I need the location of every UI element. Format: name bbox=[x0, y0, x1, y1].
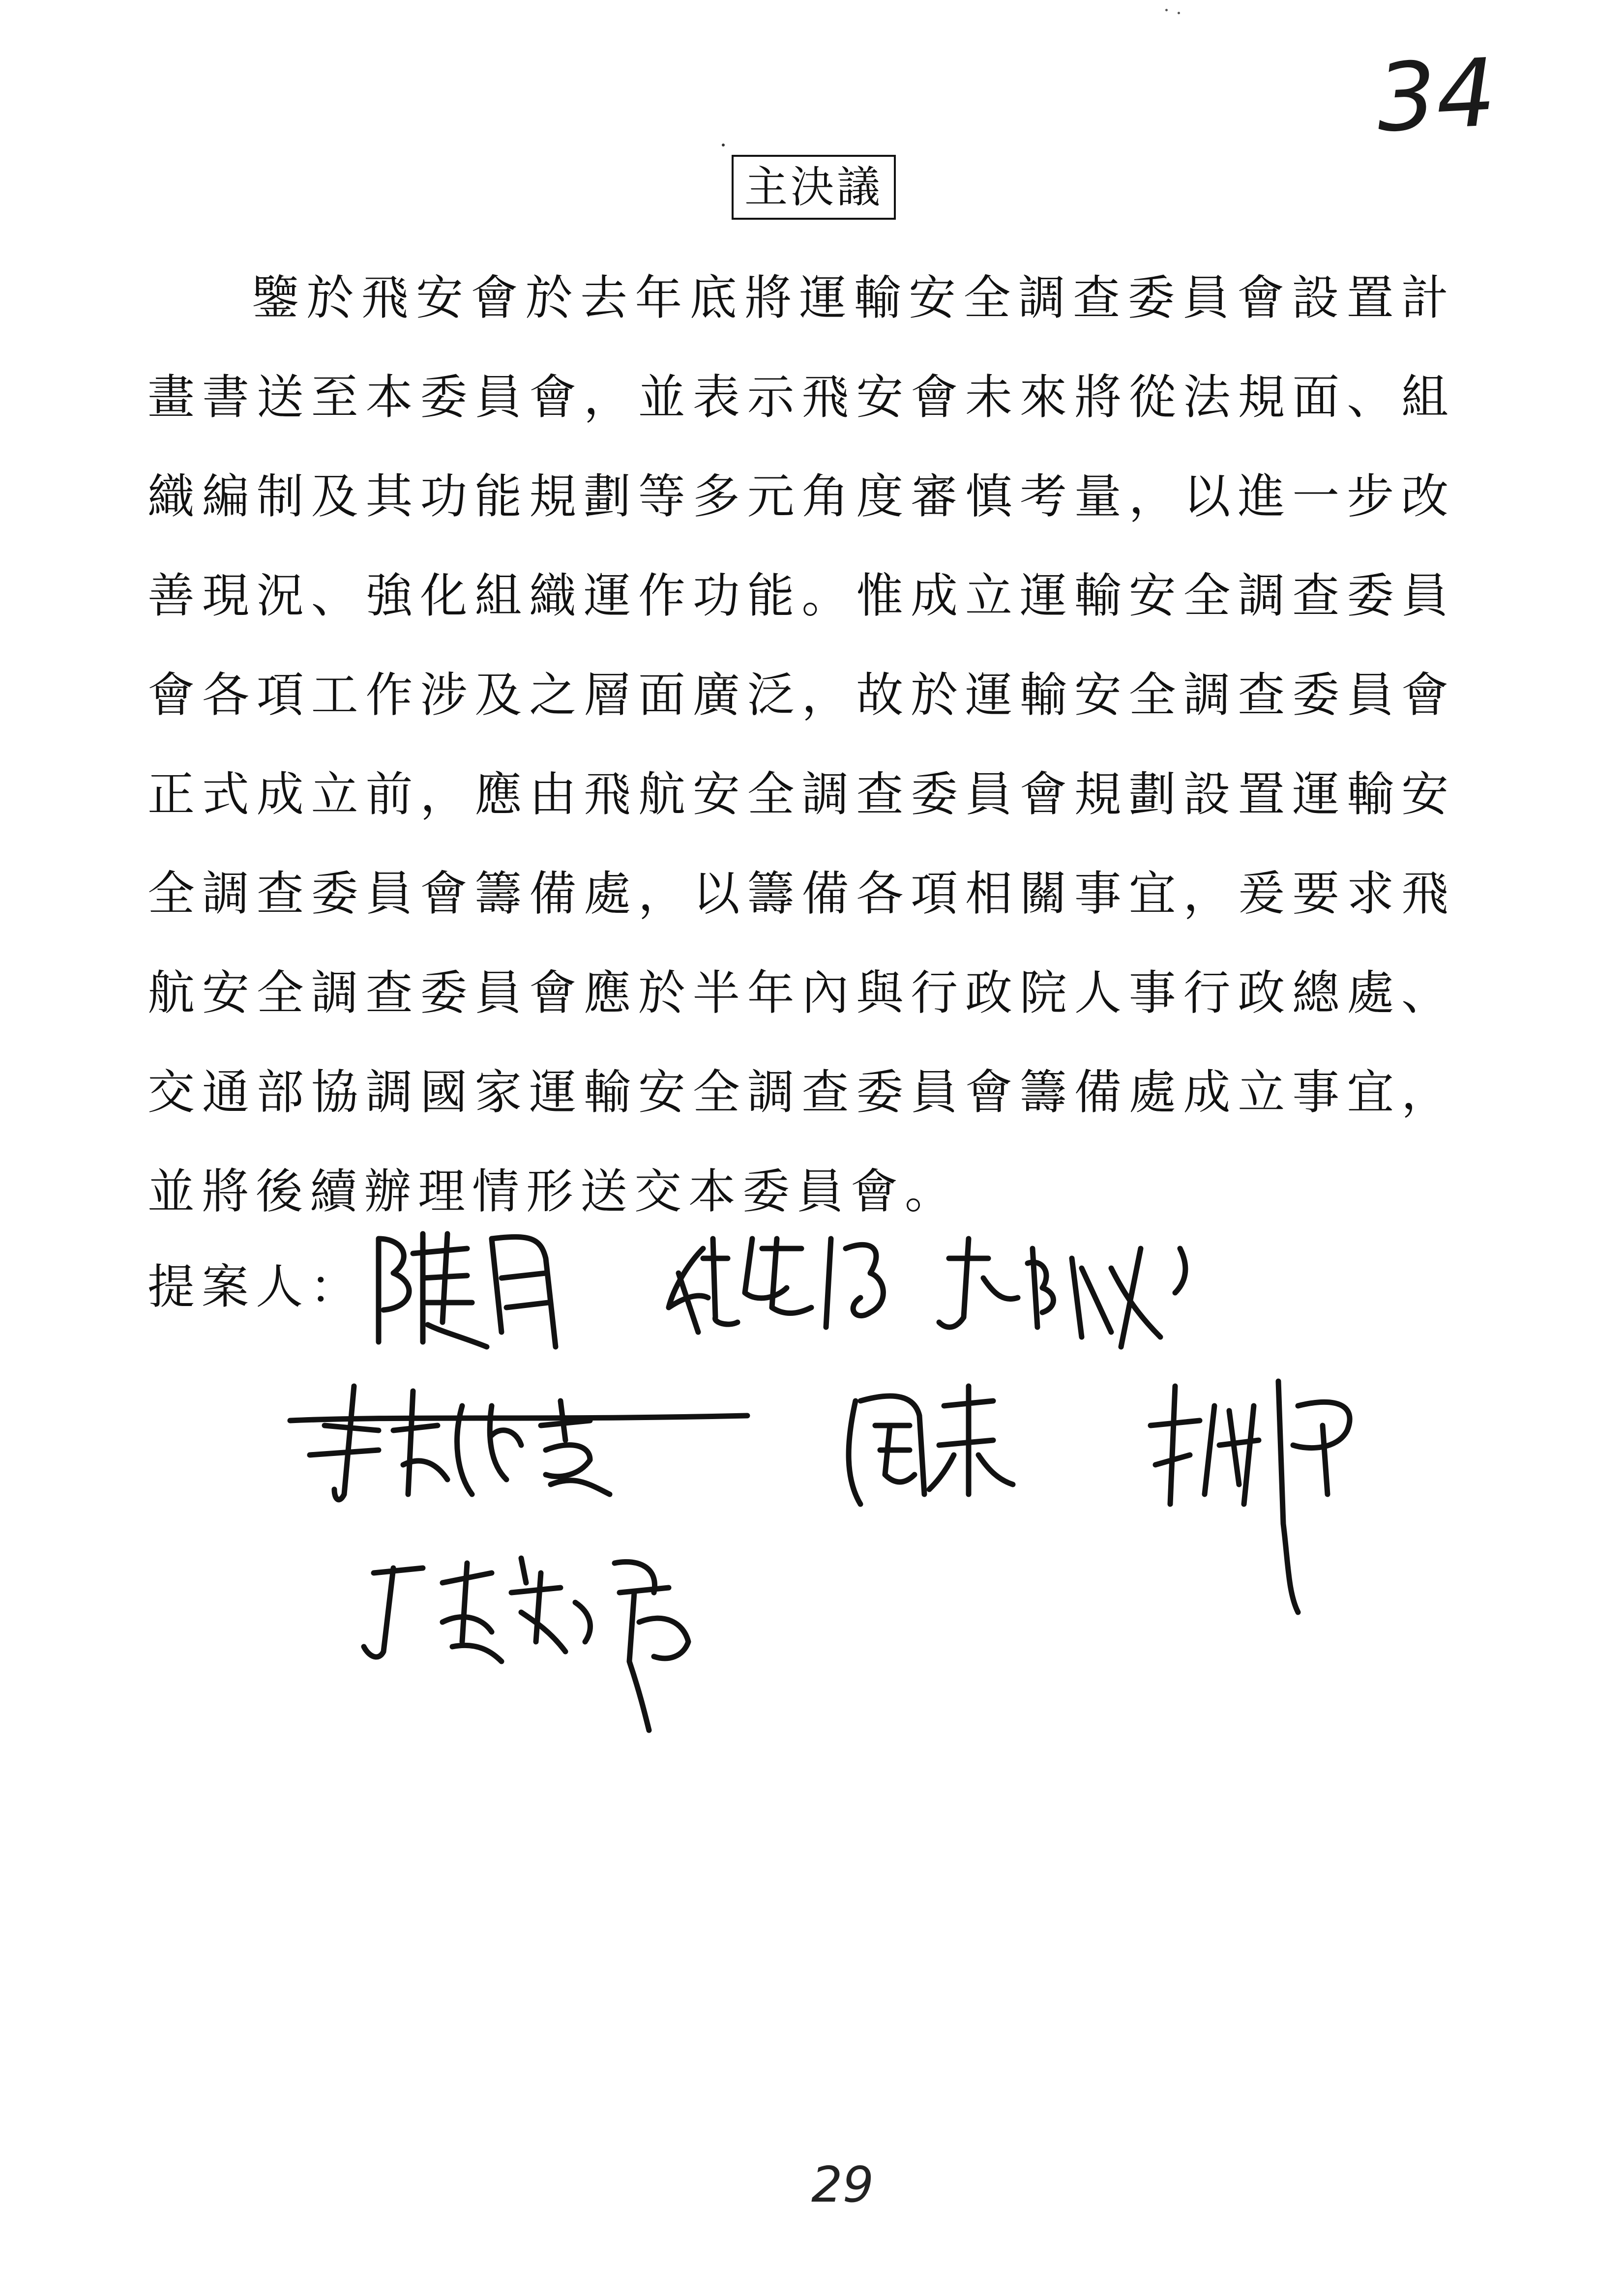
scan-speck bbox=[1178, 12, 1180, 14]
footer-page-number: 29 bbox=[811, 2156, 874, 2213]
page-title: 主決議 bbox=[732, 155, 896, 220]
proposer-signature-block bbox=[148, 1219, 1475, 1760]
handwritten-page-number: 34 bbox=[1374, 38, 1499, 153]
resolution-body-text: 鑒於飛安會於去年底將運輸安全調查委員會設置計畫書送至本委員會，並表示飛安會未來將從法規面、組織編制及其功能規劃等多元角度審慎考量，以進一步改善現況、強化組織運作功能。惟成立運輸安全調查委員會各項工作涉及之層面廣泛，故於運輸安全調查委員會正式成立前，應由飛航安全調查委員會規劃設置運輸安全調查委員會籌備處，以籌備各項相關事宜，爰要求飛航安全調查委員會應於半年內與行政院人事行政總處、交通部協調國家運輸安全調查委員會籌備處成立事宜，並將後續辦理情形送交本委員會。 bbox=[148, 270, 1455, 1219]
signature-6 bbox=[1151, 1381, 1350, 1612]
signature-1 bbox=[379, 1234, 556, 1347]
scan-speck bbox=[722, 144, 725, 146]
proposer-label: 提案人： bbox=[148, 1259, 364, 1314]
scan-speck bbox=[1165, 9, 1168, 11]
signature-3 bbox=[939, 1239, 1185, 1347]
signature-2 bbox=[669, 1239, 883, 1332]
signature-7 bbox=[364, 1558, 688, 1730]
signature-4 bbox=[290, 1386, 747, 1500]
signature-5 bbox=[849, 1386, 1013, 1504]
handwritten-signatures bbox=[148, 1219, 1475, 1760]
